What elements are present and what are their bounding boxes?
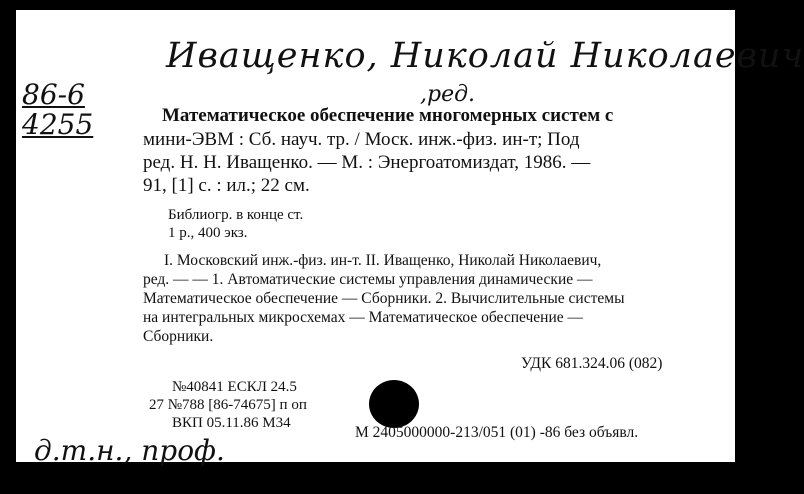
title-line-3: ред. Н. Н. Иващенко. — М. : Энергоатомиздат, 1986. — [143,152,591,173]
price-code: М 2405000000-213/051 (01) -86 без объявл. [355,424,639,441]
bibliography-note: Библиогр. в конце ст. [168,207,304,223]
handwritten-author-heading: Иващенко, Николай Николаевич [166,36,804,76]
registry-line-1: №40841 ЕСКЛ 24.5 [172,379,297,395]
added-entry-line-1: I. Московский инж.-физ. ин-т. II. Иващенко, Николай Николаевич, [164,252,602,269]
added-entry-line-5: Сборники. [143,328,214,345]
catalog-card [16,10,804,467]
udc-classification: УДК 681.324.06 (082) [521,355,663,372]
ink-stamp-blot [369,380,419,428]
added-entry-line-4: на интегральных микросхемах — Математическое обеспечение — [143,309,584,326]
added-entry-line-3: Математическое обеспечение — Сборники. 2. Вычислительные системы [143,290,625,307]
handwritten-degree-note: д.т.н., проф. [34,434,225,467]
registry-line-2: 27 №788 [86-74675] п оп [149,397,307,413]
handwritten-editor-mark: ,ред. [420,82,476,107]
edition-note: 1 р., 400 экз. [168,225,248,241]
title-line-1: Математическое обеспечение многомерных систем с [162,105,614,126]
title-line-4: 91, [1] с. : ил.; 22 см. [143,175,310,196]
handwritten-shelf-mark-top: 86-6 [22,78,85,111]
registry-line-3: ВКП 05.11.86 М34 [172,415,291,431]
title-line-2: мини-ЭВМ : Сб. науч. тр. / Моск. инж.-физ. ин-т; Под [143,129,580,150]
added-entry-line-2: ред. — — 1. Автоматические системы управления динамические — [143,271,593,288]
handwritten-shelf-mark-bottom: 4255 [22,108,94,141]
